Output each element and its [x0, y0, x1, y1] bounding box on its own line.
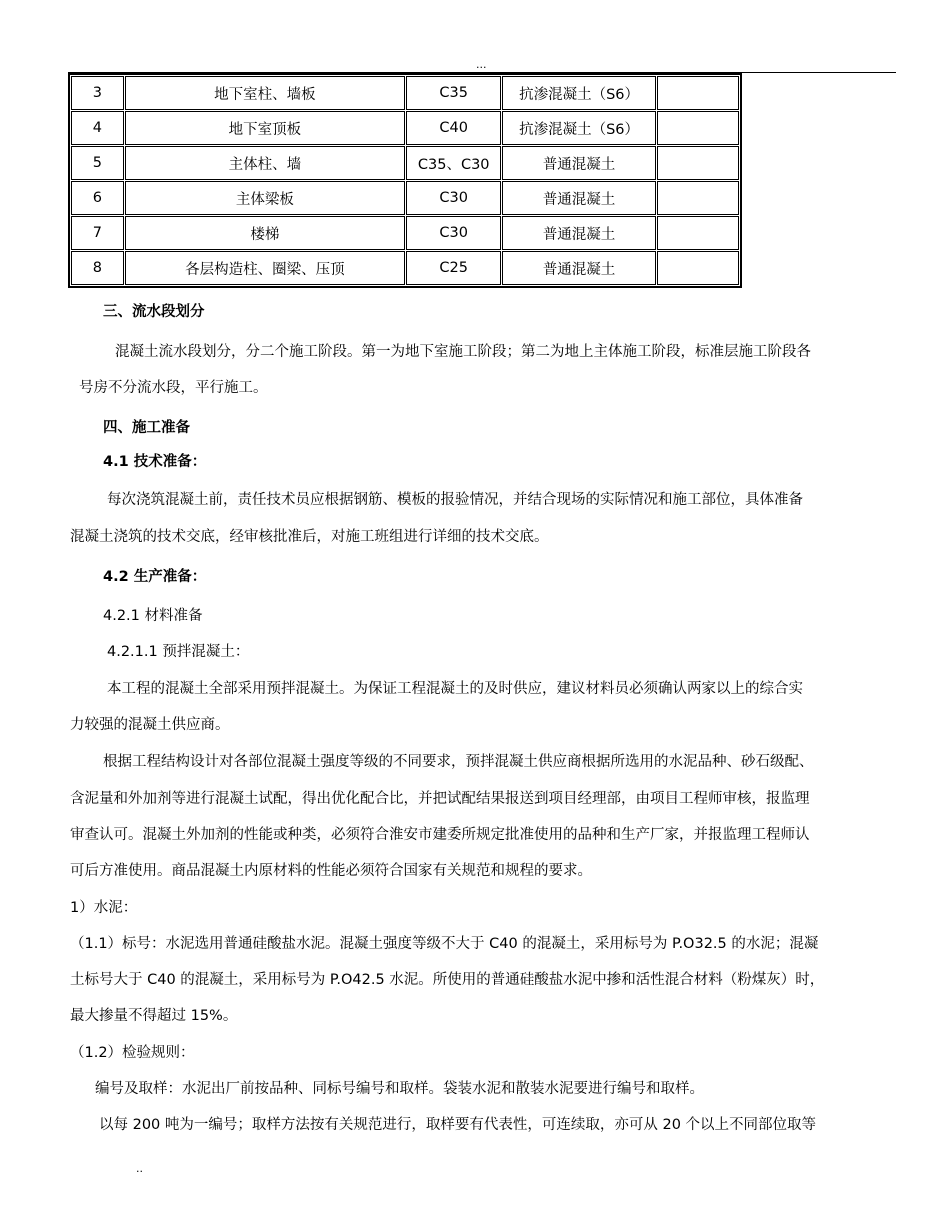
row-number-cell: 5 [71, 146, 124, 180]
location-cell: 主体柱、墙 [125, 146, 405, 180]
location-cell: 地下室顶板 [125, 111, 405, 145]
concrete-type-cell: 普通混凝土 [502, 216, 655, 250]
paragraph-line: 本工程的混凝土全部采用预拌混凝土。为保证工程混凝土的及时供应，建议材料员必须确认两家以上的综合实 [107, 681, 803, 697]
section-4-2-title: 4.2 生产准备： [103, 569, 207, 585]
concrete-type-cell: 普通混凝土 [502, 251, 655, 285]
section-4-2-1-title: 4.2.1 材料准备 [103, 608, 203, 624]
location-cell: 楼梯 [125, 216, 405, 250]
paragraph-line: 号房不分流水段，平行施工。 [79, 380, 268, 396]
paragraph-line: 以每 200 吨为一编号；取样方法按有关规范进行，取样要有代表性，可连续取，亦可从 20 个以上不同部位取等 [99, 1117, 817, 1133]
remark-cell [657, 181, 739, 215]
grade-cell: C40 [406, 111, 501, 145]
row-number-cell: 8 [71, 251, 124, 285]
grade-cell: C30 [406, 181, 501, 215]
paragraph-line: 根据工程结构设计对各部位混凝土强度等级的不同要求，预拌混凝土供应商根据所选用的水泥品种、砂石级配、 [103, 754, 814, 770]
paragraph-line: 可后方准使用。商品混凝土内原材料的性能必须符合国家有关规范和规程的要求。 [70, 863, 592, 879]
location-cell: 地下室柱、墙板 [125, 76, 405, 110]
header-dots: ... [476, 58, 487, 71]
remark-cell [657, 111, 739, 145]
section-4-title: 四、施工准备 [103, 420, 190, 436]
row-number-cell: 3 [71, 76, 124, 110]
paragraph-line: （1.1）标号：水泥选用普通硅酸盐水泥。混凝土强度等级不大于 C40 的混凝土，采用标号为 P.O32.5 的水泥；混凝 [70, 936, 819, 952]
row-number-cell: 7 [71, 216, 124, 250]
grade-cell: C30 [406, 216, 501, 250]
paragraph-line: 最大掺量不得超过 15%。 [70, 1008, 238, 1024]
remark-cell [657, 251, 739, 285]
remark-cell [657, 216, 739, 250]
concrete-grade-table [68, 73, 742, 288]
section-3-title: 三、流水段划分 [103, 304, 205, 320]
concrete-type-cell: 普通混凝土 [502, 146, 655, 180]
grade-cell: C35 [406, 76, 501, 110]
table-row [71, 146, 739, 180]
paragraph-line: 土标号大于 C40 的混凝土，采用标号为 P.O42.5 水泥。所使用的普通硅酸盐水泥中掺和活性混合材料（粉煤灰）时， [70, 972, 825, 988]
footer-dots: .. [136, 1162, 143, 1175]
paragraph-line: 力较强的混凝土供应商。 [70, 717, 230, 733]
location-cell: 各层构造柱、圈梁、压顶 [125, 251, 405, 285]
location-cell: 主体梁板 [125, 181, 405, 215]
cement-heading: 1）水泥： [70, 900, 138, 916]
concrete-type-cell: 抗渗混凝土（S6） [502, 111, 655, 145]
remark-cell [657, 146, 739, 180]
paragraph-line: 混凝土浇筑的技术交底，经审核批准后，对施工班组进行详细的技术交底。 [70, 529, 549, 545]
paragraph-line: 含泥量和外加剂等进行混凝土试配，得出优化配合比，并把试配结果报送到项目经理部，由项目工程师审核，报监理 [70, 791, 810, 807]
paragraph-line: 审查认可。混凝土外加剂的性能或种类，必须符合淮安市建委所规定批准使用的品种和生产厂家，并报监理工程师认 [70, 827, 810, 843]
table-row [71, 181, 739, 215]
table-row [71, 76, 739, 110]
concrete-type-cell: 普通混凝土 [502, 181, 655, 215]
section-4-2-1-1-title: 4.2.1.1 预拌混凝土： [107, 644, 250, 660]
grade-cell: C35、C30 [406, 146, 501, 180]
paragraph-line: 编号及取样：水泥出厂前按品种、同标号编号和取样。袋装水泥和散装水泥要进行编号和取样。 [95, 1081, 704, 1097]
table-row [71, 216, 739, 250]
inspection-rules-heading: （1.2）检验规则： [70, 1045, 195, 1061]
paragraph-line: 混凝土流水段划分，分二个施工阶段。第一为地下室施工阶段；第二为地上主体施工阶段，标准层施工阶段各 [115, 344, 811, 360]
row-number-cell: 4 [71, 111, 124, 145]
row-number-cell: 6 [71, 181, 124, 215]
section-4-1-title: 4.1 技术准备： [103, 454, 207, 470]
concrete-type-cell: 抗渗混凝土（S6） [502, 76, 655, 110]
paragraph-line: 每次浇筑混凝土前，责任技术员应根据钢筋、模板的报验情况，并结合现场的实际情况和施工部位，具体准备 [107, 492, 803, 508]
table-row [71, 111, 739, 145]
table-row [71, 251, 739, 285]
grade-cell: C25 [406, 251, 501, 285]
remark-cell [657, 76, 739, 110]
